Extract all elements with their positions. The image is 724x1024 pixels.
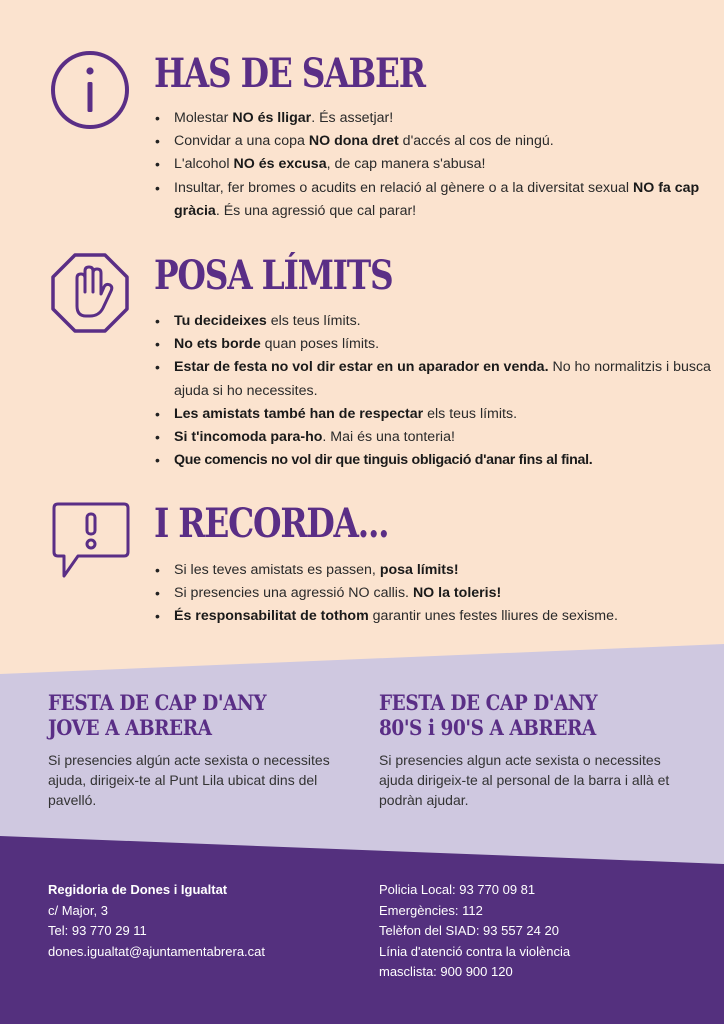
event-80s-90s [379, 690, 689, 810]
event-description: Si presencies algun acte sexista o necessites ajuda dirigeix-te al personal de la barra i allà et podràn ajudar. [379, 752, 670, 808]
list-item: • Convidar a una copa NO dona dret d'accés al cos de ningú. [174, 130, 714, 153]
section-title: HAS DE SABER [154, 50, 425, 97]
footer-siad: Telèfon del SIAD: 93 557 24 20 [379, 923, 559, 938]
footer-line1: Línia d'atenció contra la violència [379, 943, 571, 959]
footer-police: Policia Local: 93 770 09 81 [379, 882, 536, 897]
section-title: I RECORDA... [154, 500, 389, 547]
footer-email[interactable]: dones.igualtat@ajuntamentabrera.cat [48, 943, 266, 959]
list-item: • L'alcohol NO és excusa, de cap manera s'abusa! [174, 153, 714, 176]
list-item: • Insultar, fer bromes o acudits en relació al gènere o a la diversitat sexual NO fa cap gràcia. És una agressió que cal parar! [174, 177, 714, 223]
list-item: • No ets borde quan poses límits. [174, 333, 724, 356]
event-title-line2: JOVE A ABRERA [48, 715, 212, 740]
list-item: • Si t'incomoda para-ho. Mai és una tonteria! [174, 426, 724, 449]
list-item: • Si les teves amistats es passen, posa límits! [174, 559, 724, 582]
list-item: • Molestar NO és lligar. És assetjar! [174, 107, 714, 130]
event-title-line2: 80'S i 90'S A ABRERA [379, 715, 596, 740]
list-item: • Tu decideixes els teus límits. [174, 310, 724, 333]
list-item: • Si presencies una agressió NO callis. NO la toleris! [174, 582, 724, 605]
event-jove [48, 690, 358, 810]
event-title-line1: FESTA DE CAP D'ANY [48, 690, 267, 715]
info-icon [48, 50, 130, 132]
list-item: • Estar de festa no vol dir estar en un aparador en venda. No ho normalitzis i busca ajuda si ho necessites. [174, 356, 724, 402]
footer-org: Regidoria de Dones i Igualtat [48, 882, 228, 897]
footer-contact [48, 880, 265, 962]
event-title-line1: FESTA DE CAP D'ANY [379, 690, 598, 715]
footer-address: c/ Major, 3 [48, 902, 108, 918]
list-item: • És responsabilitat de tothom garantir unes festes lliures de sexisme. [174, 605, 724, 628]
saber-list [154, 107, 714, 223]
footer-line2: masclista: 900 900 120 [379, 964, 513, 979]
exclamation-bubble-icon [48, 500, 130, 582]
stop-hand-icon [48, 252, 130, 334]
footer-emergency [379, 880, 570, 983]
recorda-list [154, 559, 724, 629]
footer-tel: Tel: 93 770 29 11 [48, 923, 147, 938]
section-title: POSA LÍMITS [154, 252, 393, 299]
footer-emergencies: Emergències: 112 [379, 902, 483, 918]
event-description: Si presencies algún acte sexista o necessites ajuda, dirigeix-te al Punt Lila ubicat dins del pavelló. [48, 752, 330, 808]
list-item: • Les amistats també han de respectar els teus límits. [174, 403, 724, 426]
list-item: • Que comencis no vol dir que tinguis obligació d'anar fins al final. [174, 449, 724, 472]
limits-list [154, 310, 724, 472]
